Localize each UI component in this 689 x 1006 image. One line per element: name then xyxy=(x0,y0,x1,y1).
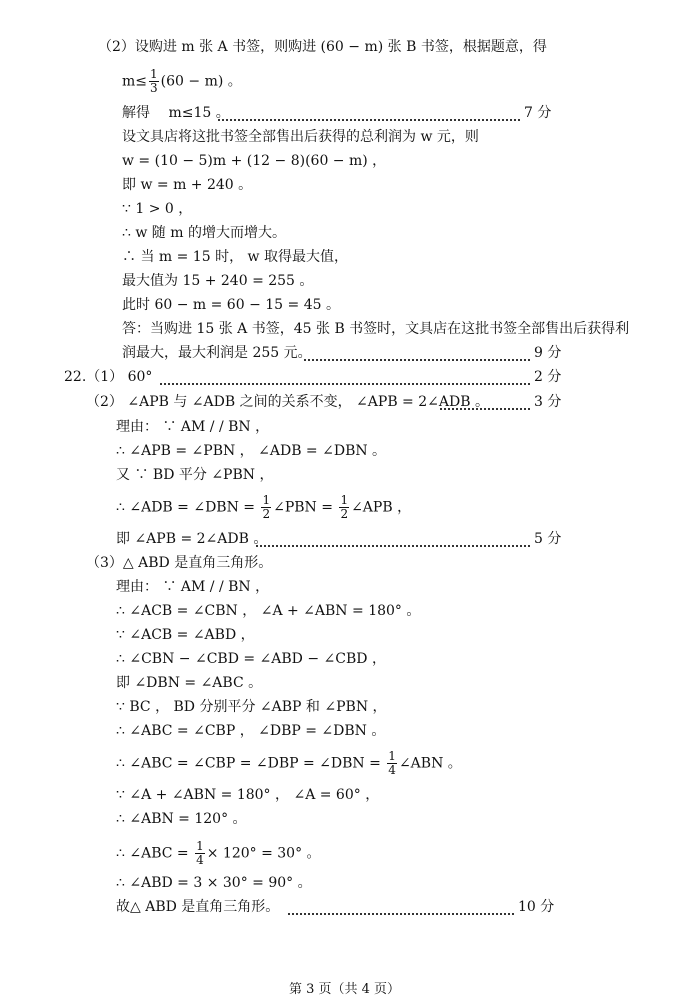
q22-part3-step1: ∴ ∠ACB = ∠CBN ， ∠A + ∠ABN = 180° 。 xyxy=(116,603,421,619)
score-7: 7 分 xyxy=(524,105,552,121)
line-positive: ∵ 1 > 0 ， xyxy=(122,201,193,217)
score-9: 9 分 xyxy=(534,345,562,361)
q22-part2-step3: ∴ ∠ADB = ∠DBN = $\frac{1}{2}$ ∠PBN = $\frac{1}{2}$ ∠APB ， xyxy=(116,493,412,521)
q22-part3-reason: 理由： ∵ AM / / BN ， xyxy=(116,579,270,595)
score-3: 3 分 xyxy=(534,394,562,410)
line-profit-formula: w = (10 − 5)m + (12 − 8)(60 − m) ， xyxy=(122,153,387,169)
fraction-one-quarter: $\frac{1}{4}$ xyxy=(388,749,396,777)
line-profit-def: 设文具店将这批书签全部售出后获得的总利润为 w 元，则 xyxy=(122,129,479,145)
q22-part3-step2: ∵ ∠ACB = ∠ABD ， xyxy=(116,627,255,643)
score-2: 2 分 xyxy=(534,369,562,385)
inequality-left: m≤ xyxy=(122,73,148,90)
q22-part3-step8: ∵ ∠A + ∠ABN = 180° ， ∠A = 60° ， xyxy=(116,787,380,803)
q22-part3-step6: ∴ ∠ABC = ∠CBP ， ∠DBP = ∠DBN 。 xyxy=(116,723,386,739)
score-10: 10 分 xyxy=(518,899,555,915)
line-purchase-setup: （2）设购进 m 张 A 书签，则购进 (60 − m) 张 B 书签，根据题意，得 xyxy=(98,39,547,55)
line-max-at: ∴ 当 m = 15 时， w 取得最大值， xyxy=(122,249,348,265)
q22-part3-step3: ∴ ∠CBN − ∠CBD = ∠ABD − ∠CBD ， xyxy=(116,651,386,667)
q22-part3-step10: ∴ ∠ABC = $\frac{1}{4}$ × 120° = 30° 。 xyxy=(116,839,321,867)
q22-part1: 22.（1） 60° xyxy=(64,369,153,385)
page-footer: 第 3 页（共 4 页） xyxy=(288,982,401,997)
line-answer-1: 答：当购进 15 张 A 书签，45 张 B 书签时，文具店在这批书签全部售出后获得利 xyxy=(122,321,630,337)
q22-part3-claim: （3）△ ABD 是直角三角形。 xyxy=(86,555,273,571)
q22-part3-step11: ∴ ∠ABD = 3 × 30° = 90° 。 xyxy=(116,875,312,891)
score-5: 5 分 xyxy=(534,531,562,547)
line-inequality xyxy=(122,68,242,95)
dot-leader xyxy=(440,408,530,410)
q22-part2-step2: 又 ∵ BD 平分 ∠PBN ， xyxy=(116,467,274,483)
dot-leader xyxy=(160,383,530,385)
fraction-one-quarter: $\frac{1}{4}$ xyxy=(196,839,204,867)
line-increasing: ∴ w 随 m 的增大而增大。 xyxy=(122,225,286,241)
inequality-right: (60 − m) 。 xyxy=(160,73,242,90)
q22-part3-step7: ∴ ∠ABC = ∠CBP = ∠DBP = ∠DBN = $\frac{1}{4}$ ∠ABN 。 xyxy=(116,749,462,777)
q22-part2-conclusion: 即 ∠APB = 2∠ADB 。 xyxy=(116,531,268,547)
dot-leader xyxy=(218,119,520,121)
q22-part3-step4: 即 ∠DBN = ∠ABC 。 xyxy=(116,675,263,691)
dot-leader xyxy=(288,913,514,915)
q22-part3-conclusion: 故△ ABD 是直角三角形。 xyxy=(116,899,280,915)
line-profit-simplified: 即 w = m + 240 。 xyxy=(122,177,253,193)
fraction-one-third: $\frac{1}{3}$ xyxy=(150,67,158,95)
fraction-one-half: $\frac{1}{2}$ xyxy=(262,493,271,521)
q22-part2-step1: ∴ ∠APB = ∠PBN ， ∠ADB = ∠DBN 。 xyxy=(116,443,387,459)
fraction-one-half: $\frac{1}{2}$ xyxy=(340,493,349,521)
line-b-count: 此时 60 − m = 60 − 15 = 45 。 xyxy=(122,297,340,313)
line-solve: 解得 m≤15 。 xyxy=(122,105,230,121)
q22-part3-step5: ∵ BC ， BD 分别平分 ∠ABP 和 ∠PBN ， xyxy=(116,699,387,715)
q22-part3-step9: ∴ ∠ABN = 120° 。 xyxy=(116,811,247,827)
q22-part2-claim: （2） ∠APB 与 ∠ADB 之间的关系不变， ∠APB = 2∠ADB 。 xyxy=(86,394,489,410)
q22-part2-reason: 理由： ∵ AM / / BN ， xyxy=(116,419,270,435)
dot-leader xyxy=(304,359,530,361)
dot-leader xyxy=(256,545,530,547)
line-answer-2: 润最大，最大利润是 255 元。 xyxy=(122,345,312,361)
line-max-value: 最大值为 15 + 240 = 255 。 xyxy=(122,273,314,289)
